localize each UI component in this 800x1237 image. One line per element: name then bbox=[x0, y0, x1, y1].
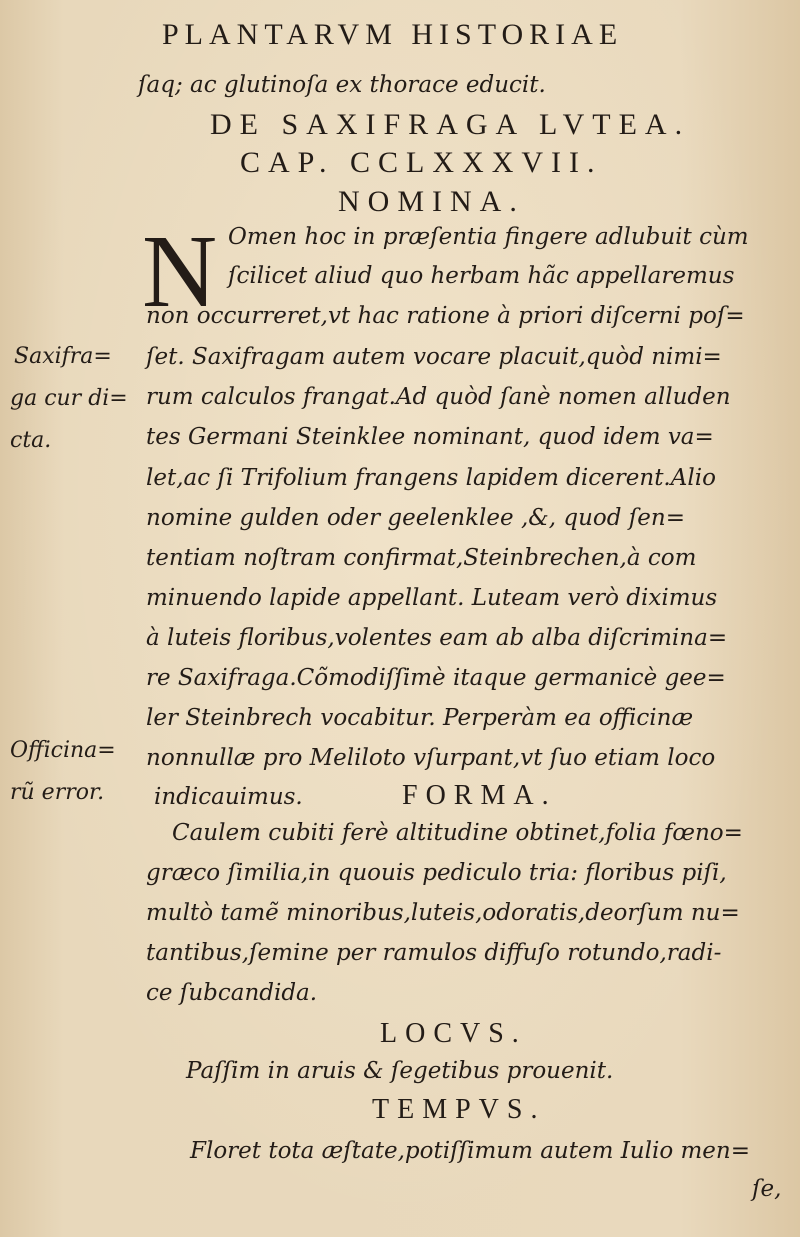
section-heading-nomina: NOMINA. bbox=[338, 185, 525, 218]
running-head: PLANTARVM HISTORIAE bbox=[162, 18, 624, 51]
margin-note: rũ error. bbox=[10, 780, 105, 805]
text-line: à luteis floribus,volentes eam ab alba diſcrimina= bbox=[146, 625, 728, 651]
text-line: ſcilicet aliud quo herbam hãc appellaremus bbox=[228, 263, 735, 289]
margin-note: Officina= bbox=[10, 738, 116, 763]
text-line: tes Germani Steinklee nominant, quod idem va= bbox=[146, 424, 714, 450]
text-line: tentiam noſtram confirmat,Steinbrechen,à com bbox=[146, 545, 697, 571]
text-line: ſaq; ac glutinoſa ex thorace educit. bbox=[138, 72, 546, 98]
text-line: nonnullæ pro Meliloto vſurpant,vt ſuo etiam loco bbox=[146, 745, 716, 771]
chapter-heading: DE SAXIFRAGA LVTEA. bbox=[210, 108, 691, 141]
chapter-number: CAP. CCLXXXVII. bbox=[240, 146, 603, 179]
drop-cap: N bbox=[142, 214, 218, 329]
text-line: tantibus,ſemine per ramulos diffuſo rotundo,radi- bbox=[146, 940, 722, 966]
text-line: græco ſimilia,in quouis pediculo tria: floribus piſi, bbox=[146, 860, 727, 886]
section-heading-locus: LOCVS. bbox=[380, 1018, 527, 1049]
text-line: Paſſim in aruis & ſegetibus prouenit. bbox=[186, 1058, 614, 1084]
text-line: Caulem cubiti ferè altitudine obtinet,folia fœno= bbox=[172, 820, 743, 846]
margin-note: cta. bbox=[10, 428, 52, 453]
text-line: ſe, bbox=[752, 1176, 782, 1202]
text-line: let,ac ſi Trifolium frangens lapidem dicerent.Alio bbox=[146, 465, 716, 491]
text-line: ce ſubcandida. bbox=[146, 980, 318, 1006]
text-line: ſet. Saxifragam autem vocare placuit,quòd nimi= bbox=[146, 344, 722, 370]
section-heading-tempus: TEMPVS. bbox=[372, 1094, 546, 1125]
margin-note: Saxifra= bbox=[14, 344, 112, 369]
text-line: minuendo lapide appellant. Luteam verò diximus bbox=[146, 585, 718, 611]
text-line: indicauimus. bbox=[154, 784, 303, 810]
text-line: non occurreret,vt hac ratione à priori diſcerni poſ= bbox=[146, 303, 745, 329]
text-line: Omen hoc in præſentia fingere adlubuit cùm bbox=[228, 224, 749, 250]
text-line: re Saxifraga.Cõmodiſſimè itaque germanicè gee= bbox=[146, 665, 726, 691]
text-line: nomine gulden oder geelenklee ,&, quod ſen= bbox=[146, 505, 685, 531]
text-line: rum calculos frangat.Ad quòd ſanè nomen alluden bbox=[146, 384, 731, 410]
text-line: Floret tota æſtate,potiſſimum autem Iulio men= bbox=[190, 1138, 750, 1164]
section-heading-forma: FORMA. bbox=[402, 780, 557, 811]
text-line: ler Steinbrech vocabitur. Perperàm ea officinæ bbox=[146, 705, 694, 731]
margin-note: ga cur di= bbox=[10, 386, 128, 411]
text-line: multò tamẽ minoribus,luteis,odoratis,deorſum nu= bbox=[146, 900, 740, 926]
